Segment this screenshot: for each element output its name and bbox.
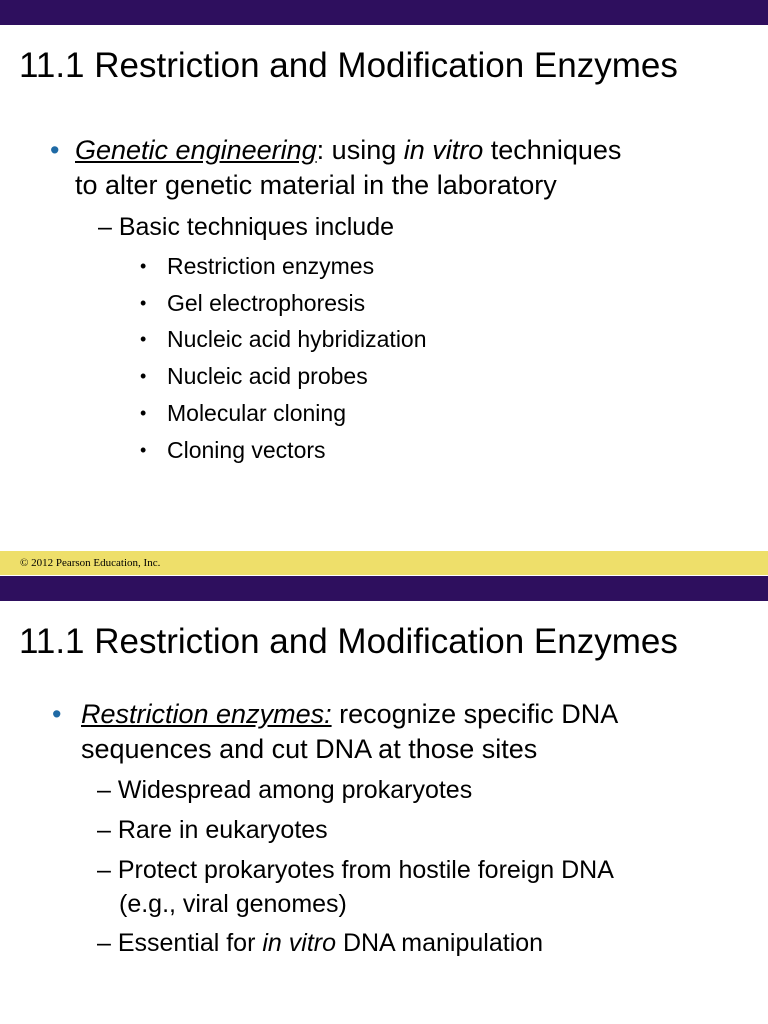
list-item: Restriction enzymes <box>167 253 375 279</box>
list-item: Nucleic acid hybridization <box>167 326 427 352</box>
bullet-line-2: to alter genetic material in the laboratory <box>75 170 557 200</box>
sub-bullet: – Basic techniques include <box>98 213 395 241</box>
slide-top-bar <box>0 576 768 601</box>
sub-bullet: – Rare in eukaryotes <box>97 816 328 844</box>
sub-bullet: – Widespread among prokaryotes <box>97 776 473 804</box>
bullet-text: : using <box>316 135 404 165</box>
list-item: Gel electrophoresis <box>167 290 366 316</box>
bullet-text: techniques <box>483 135 622 165</box>
bullet-dot: • <box>52 699 62 729</box>
bullet-dot: • <box>140 329 147 349</box>
list-item: Nucleic acid probes <box>167 363 368 389</box>
bullet-line-2: sequences and cut DNA at those sites <box>81 734 538 764</box>
italic-in-vitro: in vitro <box>262 929 336 957</box>
term-restriction-enzymes: Restriction enzymes: <box>81 699 332 729</box>
slide-2 <box>0 576 768 1024</box>
bullet-text: recognize specific DNA <box>331 699 619 729</box>
italic-in-vitro: in vitro <box>403 135 484 165</box>
sub-bullet: – Protect prokaryotes from hostile foreign DNA <box>97 856 614 884</box>
sub-bullet <box>97 928 543 958</box>
copyright-text: © 2012 Pearson Education, Inc. <box>20 557 161 569</box>
slide-title: 11.1 Restriction and Modification Enzymes <box>19 46 678 85</box>
bullet-dot: • <box>140 256 147 276</box>
bullet-dot: • <box>140 440 147 460</box>
bullet-dot: • <box>50 135 60 165</box>
bullet-line <box>81 698 618 731</box>
list-item: Molecular cloning <box>167 400 346 426</box>
list-item: Cloning vectors <box>167 437 326 463</box>
bullet-dot: • <box>140 366 147 386</box>
sub-bullet-text: DNA manipulation <box>336 929 544 957</box>
bullet-dot: • <box>140 293 147 313</box>
sub-bullet-text: – Essential for <box>97 929 263 957</box>
bullet-dot: • <box>140 403 147 423</box>
slide-top-bar <box>0 0 768 25</box>
footer-bar <box>0 551 768 575</box>
term-genetic-engineering: Genetic engineering <box>75 135 317 165</box>
sub-bullet-continued: (e.g., viral genomes) <box>119 890 347 918</box>
slide-title: 11.1 Restriction and Modification Enzymes <box>19 622 678 661</box>
bullet-line <box>75 134 621 167</box>
